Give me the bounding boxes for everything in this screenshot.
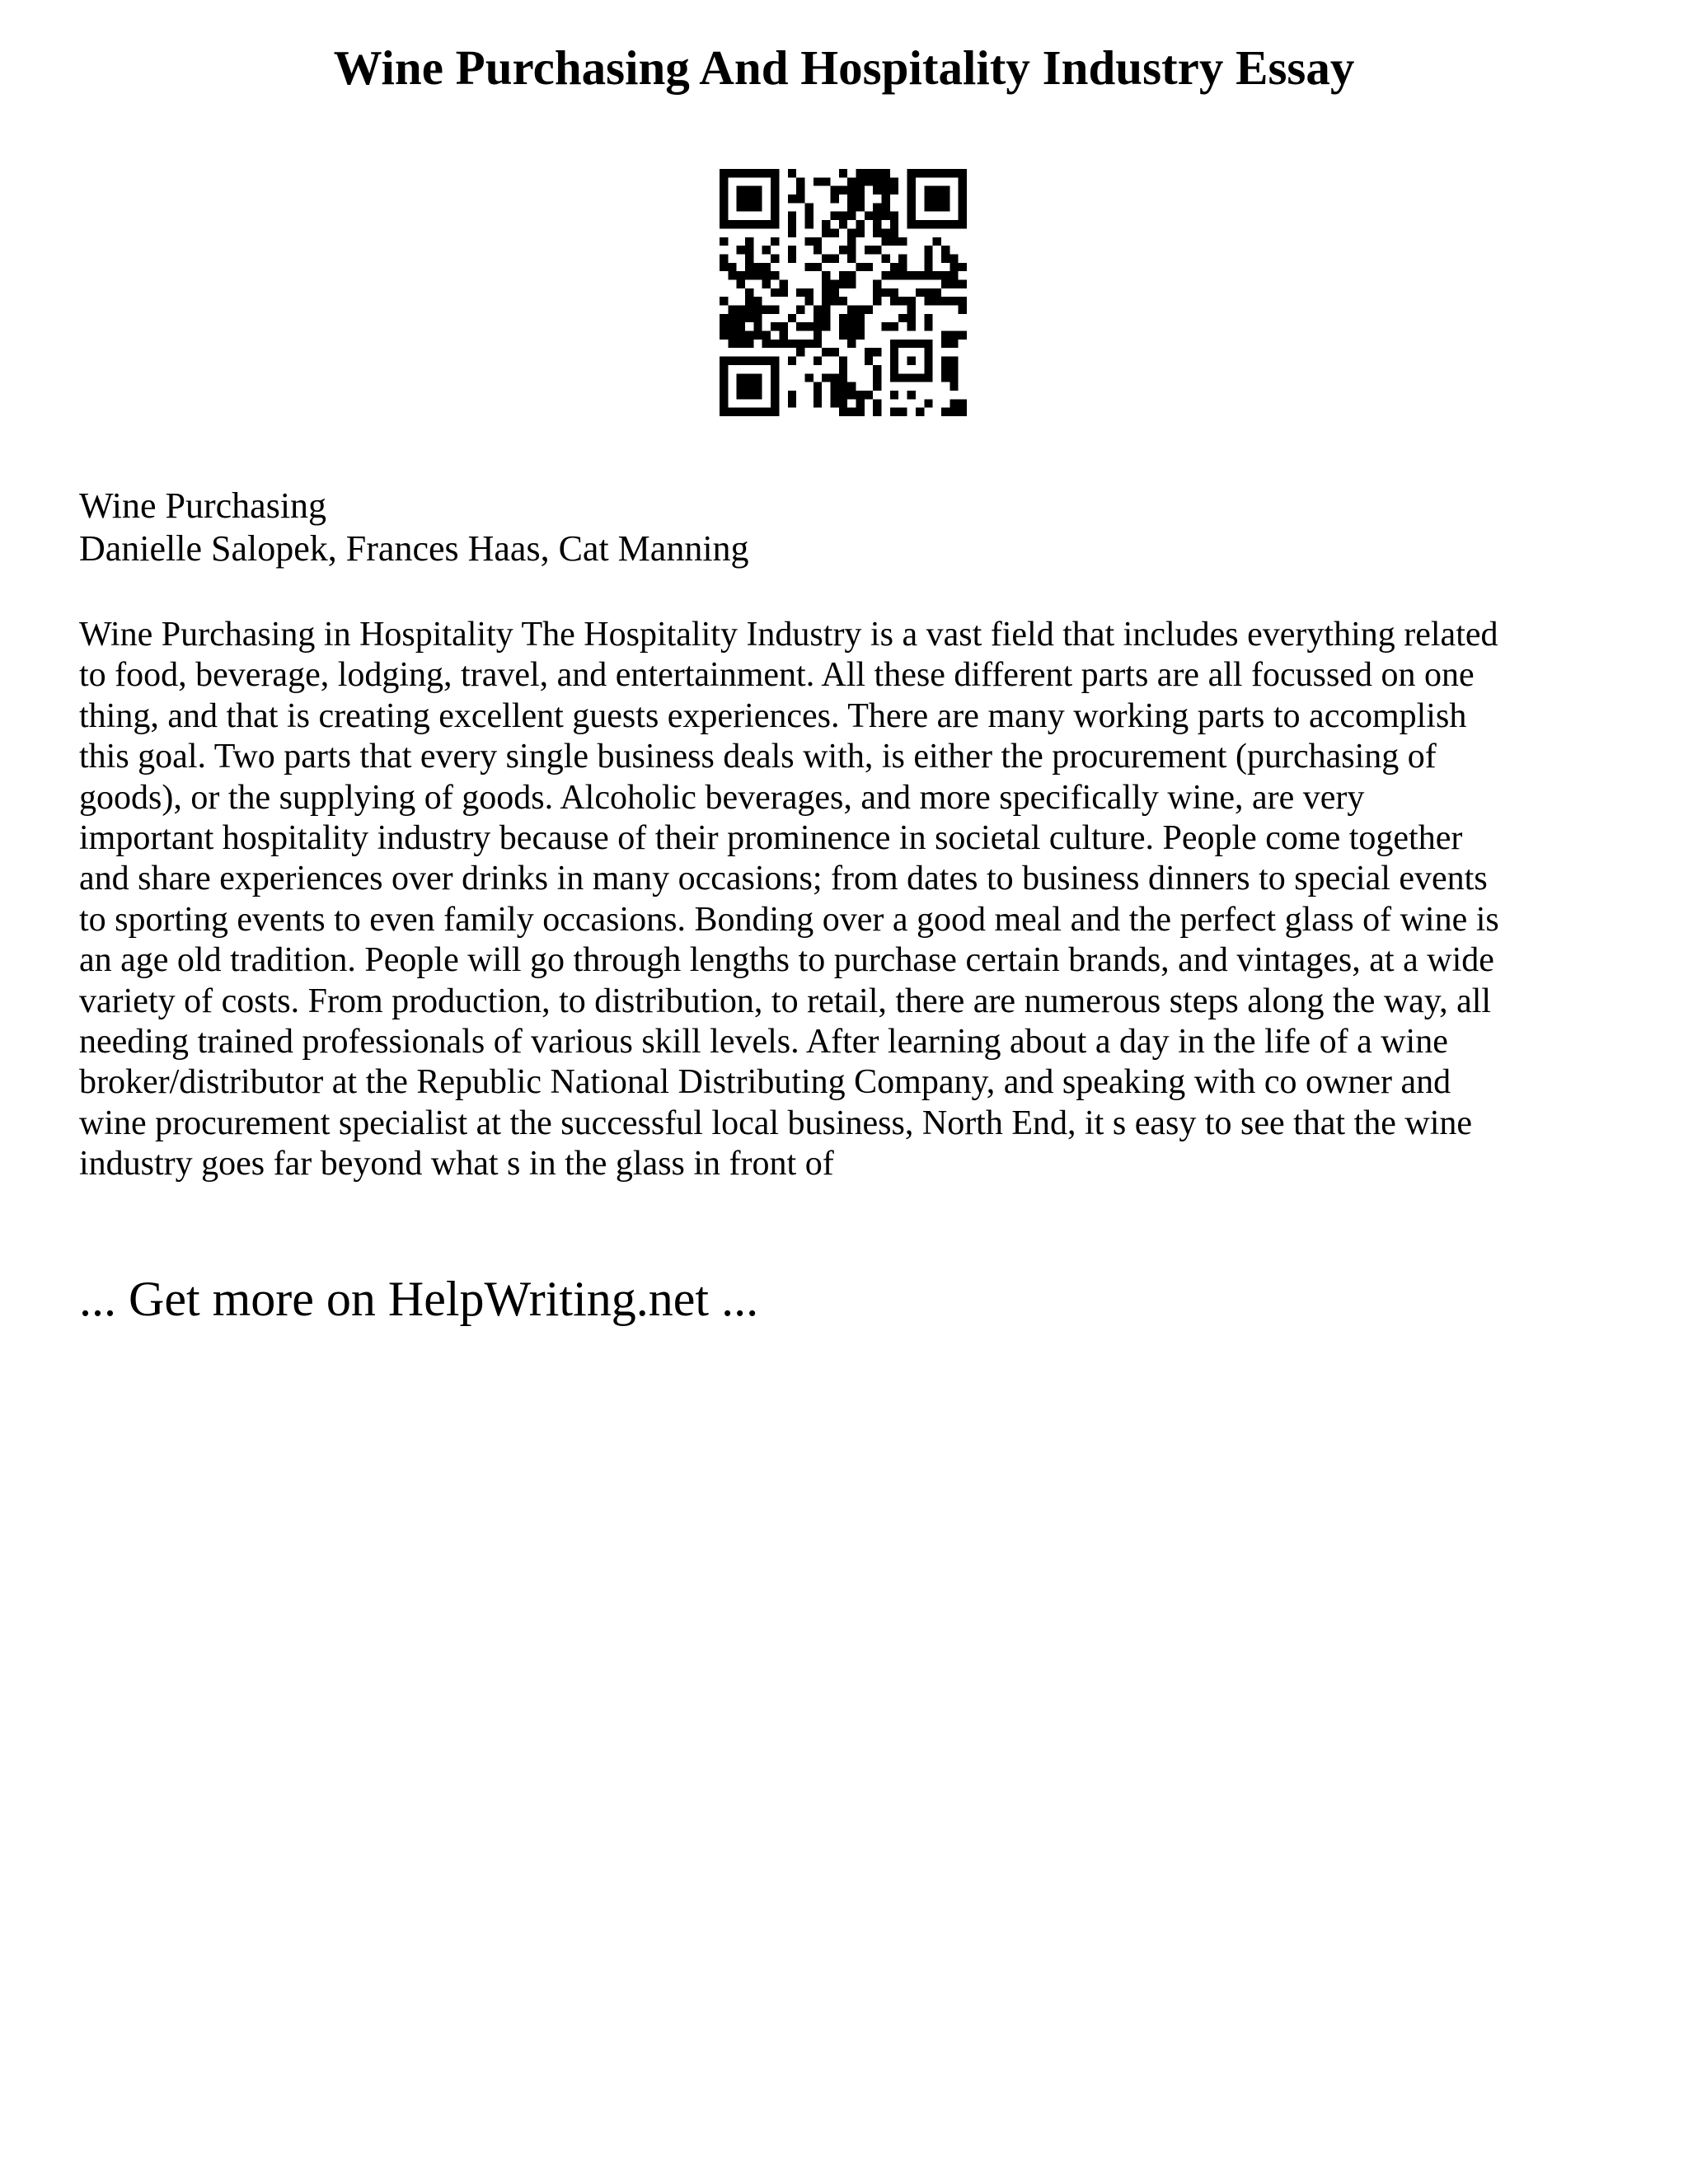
- essay-heading: Wine Purchasing: [79, 485, 327, 526]
- essay-line: to food, beverage, lodging, travel, and entertainment. All these different parts are all focussed on one: [79, 656, 1475, 695]
- essay-body: [79, 615, 1629, 1185]
- essay-line: and share experiences over drinks in many occasions; from dates to business dinners to special events: [79, 860, 1488, 898]
- essay-line: thing, and that is creating excellent guests experiences. There are many working parts to accomplish: [79, 696, 1467, 735]
- essay-line: important hospitality industry because of their prominence in societal culture. People come together: [79, 819, 1463, 858]
- essay-line: variety of costs. From production, to distribution, to retail, there are numerous steps along the way, all: [79, 982, 1492, 1020]
- essay-line: an age old tradition. People will go through lengths to purchase certain brands, and vintages, at a wide: [79, 941, 1494, 980]
- essay-line: needing trained professionals of various skill levels. After learning about a day in the life of a wine: [79, 1023, 1448, 1062]
- essay-line: Wine Purchasing in Hospitality The Hospitality Industry is a vast field that includes everything related: [79, 616, 1498, 654]
- essay-line: industry goes far beyond what s in the glass in front of: [79, 1145, 834, 1183]
- essay-header: [79, 485, 1612, 570]
- page-title: Wine Purchasing And Hospitality Industry Essay: [333, 40, 1355, 95]
- get-more-link[interactable]: ... Get more on HelpWriting.net ...: [79, 1272, 759, 1326]
- essay-line: goods), or the supplying of goods. Alcoholic beverages, and more specifically wine, are very: [79, 778, 1365, 817]
- essay-authors: Danielle Salopek, Frances Haas, Cat Manning: [79, 528, 749, 569]
- qr-code-icon[interactable]: [720, 169, 967, 416]
- essay-line: broker/distributor at the Republic National Distributing Company, and speaking with co owner and: [79, 1063, 1451, 1102]
- essay-line: wine procurement specialist at the successful local business, North End, it s easy to see that the wine: [79, 1104, 1473, 1142]
- essay-line: this goal. Two parts that every single business deals with, is either the procurement (purchasing of: [79, 738, 1437, 776]
- essay-line: to sporting events to even family occasions. Bonding over a good meal and the perfect glass of wine is: [79, 900, 1499, 939]
